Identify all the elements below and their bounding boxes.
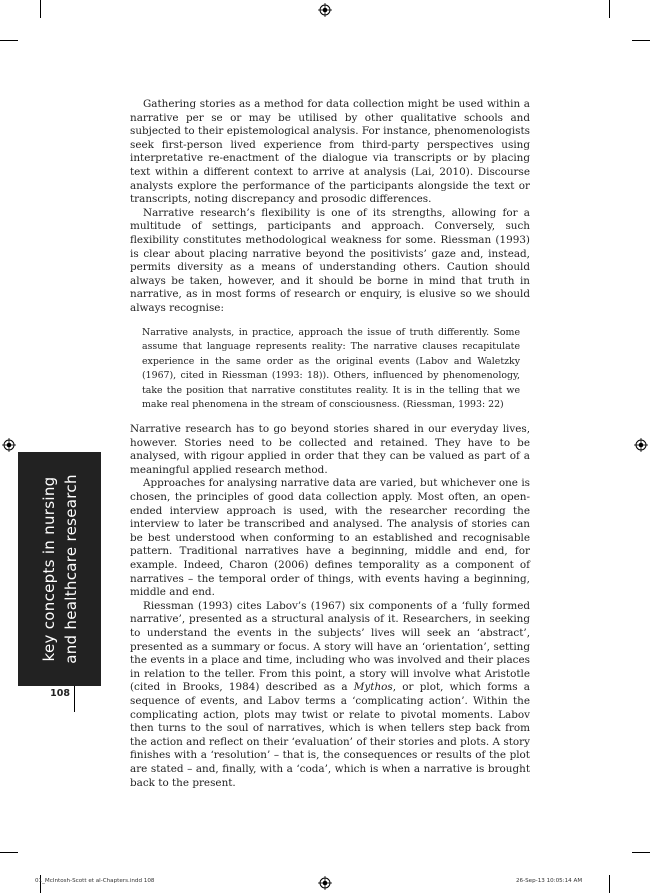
- paragraph: Narrative research’s flexibility is one of its strengths, allowing for a multitude of settings, participants and approach. Conversely, such flexibility constitutes methodological weakness for some. Riessman (1993) is clear about placing narrative beyond the positivists’ gaze and, instead, permits diversity as a means of understanding others. Caution should always be taken, however, and it should be borne in mind that truth in narrative, as in most forms of research or enquiry, is elusive so we should always recognise:: [130, 206, 530, 314]
- italic-term: Mythos: [353, 681, 393, 694]
- slug-timestamp: 26-Sep-13 10:05:14 AM: [516, 878, 583, 884]
- slug-file-info: 01_McIntosh-Scott et al-Chapters.indd 108: [35, 878, 155, 884]
- side-tab: [18, 452, 101, 686]
- body-text: [130, 98, 530, 790]
- registration-mark-icon: [634, 438, 648, 452]
- side-tab-line: key concepts in nursing: [39, 476, 58, 662]
- block-quote: Narrative analysts, in practice, approach the issue of truth differently. Some assume that language represents reality: The narrative clauses recapitulate experience in the same order as the original events (Labov and Waletzky (1967), cited in Riessman (1993: 18)). Others, influenced by phenomenology, take the position that narrative constitutes reality. It is in the telling that we make real phenomena in the stream of consciousness. (Riessman, 1993: 22): [142, 326, 520, 411]
- paragraph-text: , or plot, which forms a sequence of events, and Labov terms a ‘complicating action’. Within the complicating action, plots may twist or relate to pivotal moments. Labov then turns to the soul of narratives, which is when tellers step back from the action and reflect on their ‘evaluation’ of their stories and plots. A story finishes with a ‘resolution’ – that is, the consequences or results of the plot are stated – and, finally, with a ‘coda’, which is when a narrative is brought back to the present.: [130, 681, 530, 789]
- crop-mark: [609, 875, 610, 893]
- registration-mark-icon: [318, 3, 332, 17]
- paragraph: Narrative research has to go beyond stories shared in our everyday lives, however. Stories need to be collected and retained. They have to be analysed, with rigour applied in order that they can be valued as part of a meaningful applied research method.: [130, 423, 530, 476]
- paragraph: Gathering stories as a method for data collection might be used within a narrative per se or may be utilised by other qualitative schools and subjected to their epistemological analysis. For instance, phenomenologists seek first-person lived experience from third-party perspectives using interpretative re-enactment of the dialogue via transcripts or by placing text within a different context to arrive at analysis (Lai, 2010). Discourse analysts explore the performance of the participants alongside the text or transcripts, noting discrepancy and prosodic differences.: [130, 98, 530, 206]
- crop-mark: [632, 852, 650, 853]
- paragraph: Approaches for analysing narrative data are varied, but whichever one is chosen, the principles of good data collection apply. Most often, an open-ended interview approach is used, with the researcher recording the interview to later be transcribed and analysed. The analysis of stories can be best understood when conforming to an established and recognisable pattern. Traditional narratives have a beginning, middle and end, for example. Indeed, Charon (2006) defines temporality as a component of narratives – the temporal order of things, with events having a beginning, middle and end.: [130, 477, 530, 599]
- divider: [74, 686, 75, 712]
- crop-mark: [40, 0, 41, 18]
- crop-mark: [632, 40, 650, 41]
- side-tab-line: and healthcare research: [61, 474, 80, 664]
- page-number: 108: [50, 688, 70, 699]
- registration-mark-icon: [318, 876, 332, 890]
- side-tab-title: [38, 452, 82, 686]
- registration-mark-icon: [2, 438, 16, 452]
- paragraph: [130, 600, 530, 790]
- crop-mark: [0, 40, 18, 41]
- crop-mark: [609, 0, 610, 18]
- crop-mark: [0, 852, 18, 853]
- paragraph-text: Riessman (1993) cites Labov’s (1967) six components of a ‘fully formed narrative’, presented as a structural analysis of it. Researchers, in seeking to understand the events in the subjects’ lives will seek an ‘abstract’, presented as a summary or focus. A story will have an ‘orientation’, setting the events in a place and time, including who was involved and their places in relation to the teller. From this point, a story will involve what Aristotle (cited in Brooks, 1984) described as a: [130, 599, 530, 694]
